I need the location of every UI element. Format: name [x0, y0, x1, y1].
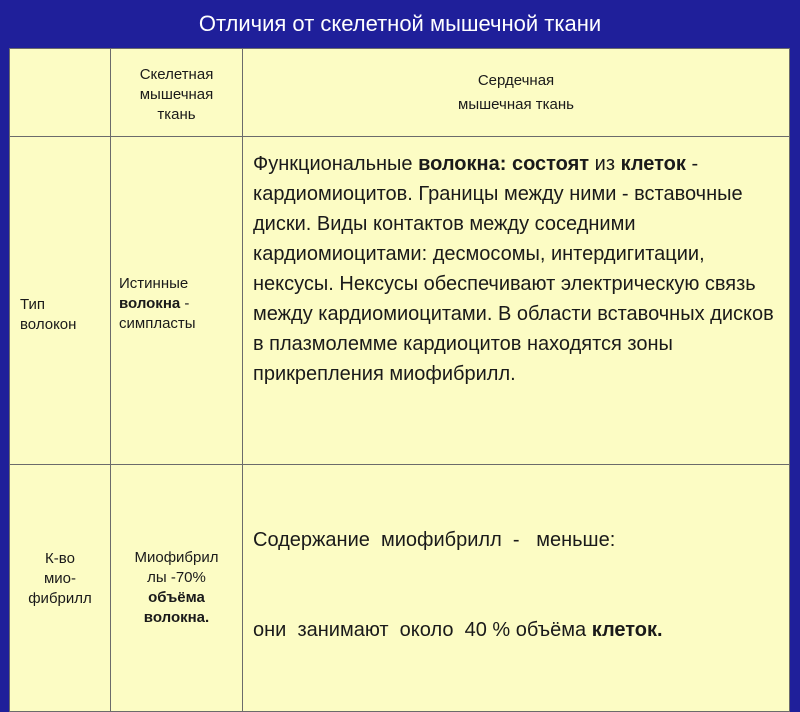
- row-label-myofibril-line1: К-во: [45, 550, 75, 567]
- skeletal-fiber-type-line1: Истинные: [119, 274, 189, 292]
- cardiac-bold-fibers: волокна: состоят: [418, 153, 590, 175]
- header-skeletal-line1: Скелетная: [139, 65, 214, 83]
- row-label-fiber-type: [10, 137, 111, 465]
- header-skeletal: [111, 49, 243, 137]
- cardiac-bold-cells: клеток: [620, 153, 686, 175]
- cardiac-text-2: из: [589, 153, 616, 175]
- table-row: [10, 137, 790, 465]
- header-cardiac-line1: Сердечная: [477, 71, 555, 89]
- comparison-table: [9, 48, 790, 712]
- row-label-fiber-type-line2: волокон: [20, 315, 77, 333]
- skeletal-fiber-type-dash: -: [180, 294, 190, 312]
- cardiac-myofibril-cell: [243, 465, 790, 712]
- table-row: [10, 465, 790, 712]
- skeletal-myofibril-bold2: волокна.: [143, 609, 210, 626]
- table-header-row: [10, 49, 790, 137]
- skeletal-myofibril-cell: [111, 465, 243, 712]
- skeletal-myofibril-line2: лы -70%: [147, 569, 206, 586]
- header-cardiac: [243, 49, 790, 137]
- slide-title: Отличия от скелетной мышечной ткани: [198, 11, 602, 36]
- cardiac-myofibril-line1: Содержание миофибрилл - меньше:: [253, 529, 616, 551]
- row-label-myofibril-line3: фибрилл: [28, 590, 92, 607]
- header-cardiac-line2: мышечная ткань: [458, 95, 574, 113]
- row-label-myofibril-line2: мио-: [43, 570, 77, 587]
- header-corner-cell: [10, 49, 111, 137]
- header-skeletal-line2: мышечная: [139, 85, 214, 103]
- cardiac-myofibril-line2: [253, 615, 789, 645]
- cardiac-text-1: Функциональные: [253, 153, 419, 175]
- row-label-myofibril-count: [10, 465, 111, 712]
- cardiac-myofibril-bold: клеток.: [591, 619, 663, 641]
- row-label-fiber-type-line1: Тип: [20, 295, 46, 313]
- skeletal-fiber-type-line3: симпласты: [119, 314, 196, 332]
- cardiac-text-3: - кардиомиоцитов. Границы между ними - вставочные диски. Виды контактов между соседними кардиомиоцитами: десмосомы, интердигитации, нексусы. Нексусы обеспечивают электрическую связь между кардиомиоцитами. В области вставочных дисков в плазмолемме кардиоцитов находятся зоны прикрепления миофибрилл.: [253, 153, 774, 385]
- skeletal-myofibril-line1: Миофибрил: [134, 549, 219, 566]
- cardiac-fiber-type-cell: [243, 137, 790, 465]
- header-skeletal-line3: ткань: [157, 105, 196, 123]
- skeletal-fiber-type-line2: [119, 294, 242, 314]
- skeletal-fiber-type-bold: волокна: [119, 294, 181, 312]
- skeletal-fiber-type-cell: [111, 137, 243, 465]
- skeletal-myofibril-bold1: объёма: [148, 589, 205, 606]
- cardiac-myofibril-line2-text: они занимают около 40 % объёма: [253, 619, 592, 641]
